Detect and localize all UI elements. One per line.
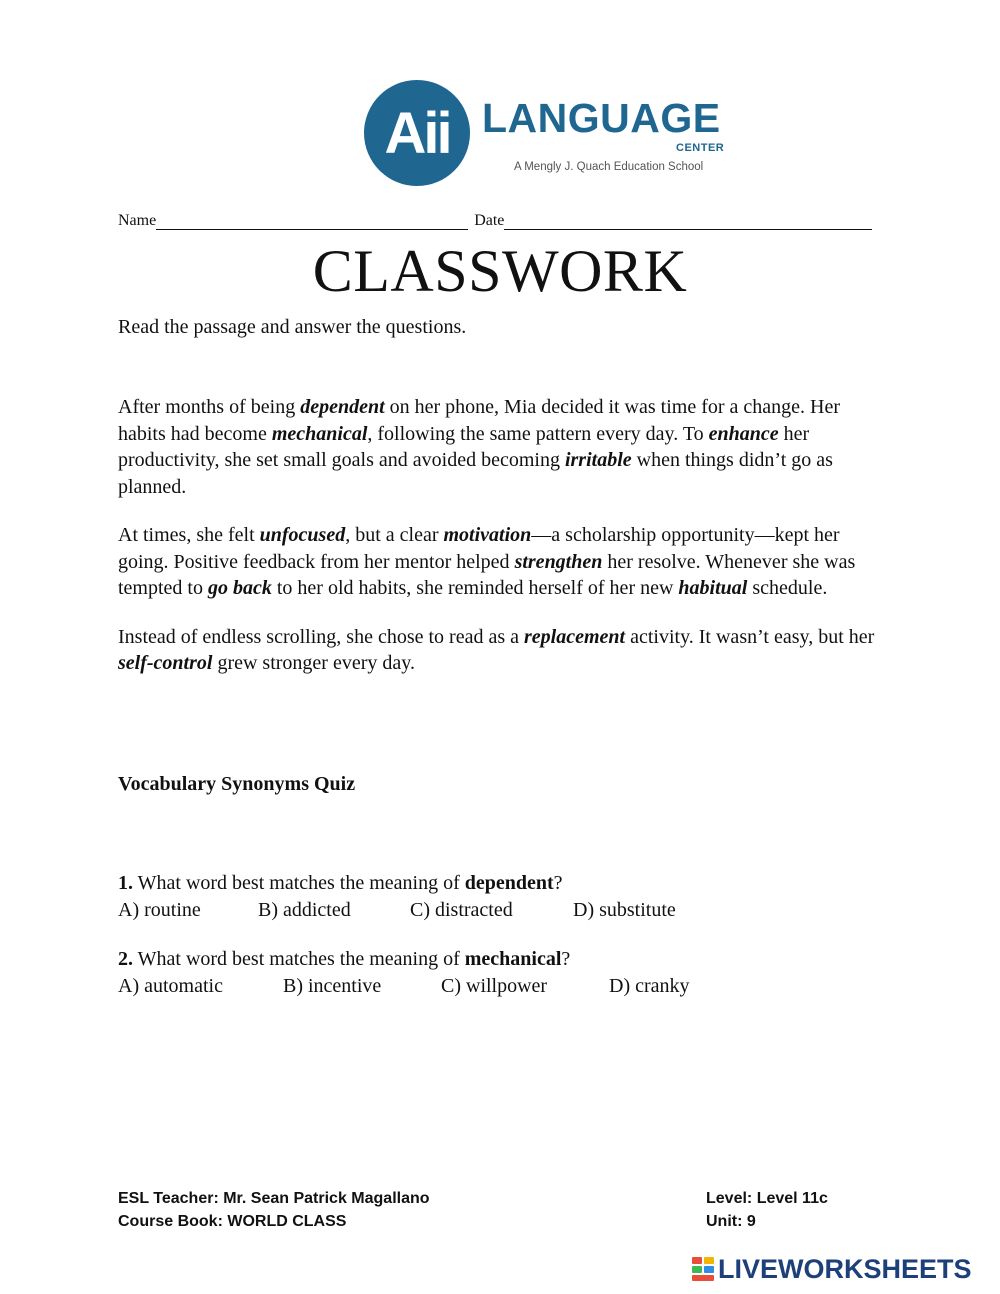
level: Level: Level 11c <box>706 1190 828 1207</box>
liveworksheets-wordmark: LIVEWORKSHEETS <box>718 1253 972 1284</box>
question-word: dependent <box>464 872 554 894</box>
passage-text: when things didn’t go as planned. <box>118 449 833 498</box>
course-book: Course Book: WORLD CLASS <box>118 1213 347 1230</box>
vocab-word: dependent <box>300 396 385 418</box>
school-logo <box>364 78 744 188</box>
vocab-word: mechanical <box>271 422 368 445</box>
teacher-name: ESL Teacher: Mr. Sean Patrick Magallano <box>118 1190 430 1207</box>
passage-paragraph <box>118 624 888 677</box>
option-d[interactable]: D) cranky <box>609 974 690 997</box>
name-field[interactable] <box>156 212 468 230</box>
passage-text: grew stronger every day. <box>212 652 415 674</box>
unit: Unit: 9 <box>706 1213 756 1230</box>
passage-text: her productivity, she set small goals and avoided becoming <box>118 422 810 471</box>
vocab-word: unfocused <box>259 524 346 546</box>
liveworksheets-icon <box>692 1257 714 1281</box>
passage-text: schedule. <box>747 577 828 599</box>
vocab-word: enhance <box>708 422 779 445</box>
option-a[interactable]: A) automatic <box>118 974 223 997</box>
name-date-line <box>118 212 882 230</box>
vocab-word: replacement <box>524 625 626 648</box>
vocab-word: habitual <box>678 577 748 599</box>
question-prompt: 1. What word best matches the meaning of dependent? <box>118 872 563 894</box>
question-word: mechanical <box>464 948 562 970</box>
option-c[interactable]: C) willpower <box>441 974 548 997</box>
page-title: CLASSWORK <box>312 238 688 304</box>
option-b[interactable]: B) addicted <box>258 898 351 921</box>
logo-tagline: A Mengly J. Quach Education School <box>514 161 704 173</box>
question-text: What word best matches the meaning of <box>137 948 460 970</box>
passage-text: Instead of endless scrolling, she chose to read as a <box>118 625 524 648</box>
vocab-word: self-control <box>118 652 213 674</box>
question <box>118 870 888 923</box>
option-b[interactable]: B) incentive <box>283 974 382 997</box>
question <box>118 946 888 999</box>
footer-right <box>706 1187 828 1233</box>
question-prompt: 2. What word best matches the meaning of mechanical? <box>118 948 571 970</box>
option-c[interactable]: C) distracted <box>410 898 513 921</box>
passage-paragraph <box>118 522 888 602</box>
option-a[interactable]: A) routine <box>118 898 201 921</box>
passage-text: to her old habits, she reminded herself of her new <box>271 577 679 599</box>
quiz-title: Vocabulary Synonyms Quiz <box>118 773 356 795</box>
vocab-word: go back <box>207 577 272 599</box>
passage-paragraph <box>118 394 888 500</box>
instructions: Read the passage and answer the questions. <box>118 316 467 338</box>
logo-mark: Aii <box>384 100 450 166</box>
passage-text: her resolve. Whenever she was tempted to <box>118 550 856 599</box>
liveworksheets-brand[interactable] <box>692 1253 972 1285</box>
passage-text: , following the same pattern every day. To <box>367 422 709 445</box>
passage-text: After months of being <box>118 396 301 418</box>
question-number: 1. <box>118 872 133 894</box>
passage-text: At times, she felt <box>118 524 260 546</box>
date-field[interactable] <box>504 212 872 230</box>
passage-text: —a scholarship opportunity—kept her going. Positive feedback from her mentor helped <box>118 524 840 573</box>
logo-wordmark: LANGUAGE <box>482 95 721 141</box>
date-label: Date <box>474 212 505 229</box>
option-d[interactable]: D) substitute <box>573 898 676 921</box>
question-number: 2. <box>118 948 133 970</box>
passage-text: activity. It wasn’t easy, but her <box>625 625 875 648</box>
passage-text: on her phone, Mia decided it was time for a change. Her habits had become <box>118 396 841 445</box>
passage-text: , but a clear <box>345 524 444 546</box>
answer-options <box>118 897 888 924</box>
vocab-word: motivation <box>443 524 532 546</box>
footer-left <box>118 1187 430 1233</box>
vocab-word: strengthen <box>514 550 603 573</box>
vocab-word: irritable <box>564 449 632 471</box>
reading-passage <box>118 394 888 699</box>
logo-subtitle: CENTER <box>676 142 725 154</box>
answer-options <box>118 973 888 1000</box>
name-label: Name <box>118 212 157 229</box>
question-text: What word best matches the meaning of <box>137 872 460 894</box>
